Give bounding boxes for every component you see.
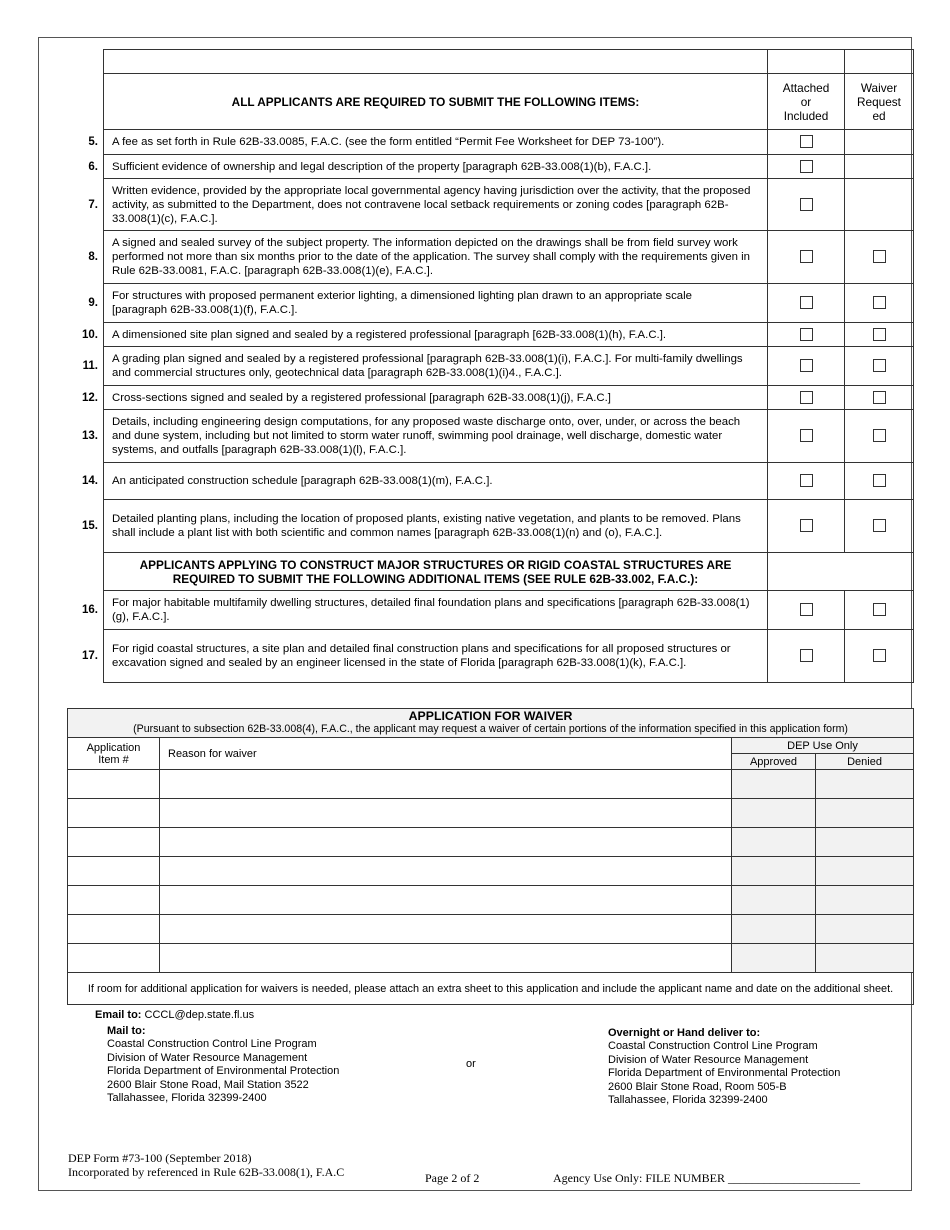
address-line: Florida Department of Environmental Protection	[608, 1067, 841, 1080]
item-text: A fee as set forth in Rule 62B-33.0085, F.A.C. (see the form entitled “Permit Fee Worksheet for DEP 73-100”).	[112, 136, 665, 148]
item-text: A grading plan signed and sealed by a registered professional [paragraph 62B-33.008(1)(i), F.A.C.]. For multi-family dwellings and commercial structures only, geotechnical data [paragraph 62B-33.008(1)(i)4., F.A.C.].	[112, 353, 743, 379]
reason-header: Reason for waiver	[160, 738, 732, 770]
form-id: DEP Form #73-100 (September 2018)	[68, 1151, 252, 1165]
waiver-entry-row	[68, 770, 914, 799]
requirement-row-13	[104, 410, 914, 463]
address-line: Tallahassee, Florida 32399-2400	[107, 1092, 267, 1105]
item-number: 17.	[82, 650, 98, 662]
waiver-checkbox[interactable]	[873, 391, 886, 404]
email-line	[95, 1009, 254, 1021]
waiver-checkbox[interactable]	[873, 296, 886, 309]
attached-checkbox[interactable]	[800, 519, 813, 532]
waiver-checkbox[interactable]	[873, 519, 886, 532]
attached-checkbox[interactable]	[800, 296, 813, 309]
page-number: Page 2 of 2	[425, 1171, 480, 1185]
blank-header-row	[104, 50, 914, 74]
attached-checkbox[interactable]	[800, 328, 813, 341]
item-number: 14.	[82, 475, 98, 487]
reason-input[interactable]	[160, 770, 731, 798]
attached-checkbox[interactable]	[800, 198, 813, 211]
waiver-checkbox[interactable]	[873, 474, 886, 487]
or-separator: or	[466, 1058, 476, 1070]
item-number: 16.	[82, 604, 98, 616]
item-number: 10.	[82, 328, 98, 341]
hand-delivery-address-block	[608, 1027, 840, 1107]
email-label: Email to:	[95, 1009, 142, 1021]
denied-cell	[816, 799, 914, 828]
application-item-header: Application Item #	[68, 738, 160, 770]
address-line: 2600 Blair Stone Road, Mail Station 3522	[107, 1078, 309, 1091]
waiver-checkbox[interactable]	[873, 649, 886, 662]
item-number-input[interactable]	[68, 857, 159, 885]
denied-cell	[816, 944, 914, 973]
waiver-entry-row	[68, 857, 914, 886]
item-number: 13.	[82, 430, 98, 442]
item-text: An anticipated construction schedule [paragraph 62B-33.008(1)(m), F.A.C.].	[112, 475, 493, 487]
major-structures-section-row	[104, 553, 914, 591]
waiver-checkbox[interactable]	[873, 328, 886, 341]
denied-cell	[816, 886, 914, 915]
attached-checkbox[interactable]	[800, 603, 813, 616]
requirement-row-14	[104, 463, 914, 500]
requirement-row-16	[104, 591, 914, 630]
address-line: Coastal Construction Control Line Program	[107, 1038, 317, 1051]
waiver-entry-row	[68, 828, 914, 857]
item-number-input[interactable]	[68, 828, 159, 856]
email-address[interactable]: CCCL@dep.state.fl.us	[144, 1009, 255, 1021]
reason-input[interactable]	[160, 915, 731, 943]
item-number: 5.	[88, 136, 98, 148]
item-number: 8.	[88, 251, 98, 263]
requirements-heading: ALL APPLICANTS ARE REQUIRED TO SUBMIT THE FOLLOWING ITEMS:	[104, 74, 768, 130]
denied-cell	[816, 857, 914, 886]
approved-cell	[732, 857, 816, 886]
attached-checkbox[interactable]	[800, 649, 813, 662]
address-line: Tallahassee, Florida 32399-2400	[608, 1094, 768, 1107]
attached-checkbox[interactable]	[800, 250, 813, 263]
address-line: Division of Water Resource Management	[107, 1051, 308, 1064]
item-number: 7.	[88, 198, 98, 211]
item-text: A dimensioned site plan signed and sealed by a registered professional [paragraph [62B-33.008(1)(h), F.A.C.].	[112, 328, 667, 341]
item-number: 11.	[82, 360, 98, 372]
item-text: For structures with proposed permanent exterior lighting, a dimensioned lighting plan drawn to an appropriate scale [paragraph 62B-33.008(1)(f), F.A.C.].	[112, 290, 692, 316]
requirement-row-6	[104, 155, 914, 179]
attached-checkbox[interactable]	[800, 160, 813, 173]
mail-heading: Mail to:	[107, 1025, 146, 1037]
item-text: For rigid coastal structures, a site plan and detailed final construction plans and specifications for all proposed structures or excavation signed and sealed by an engineer licensed in the state of Florida [paragraph 62B-33.008(1)(k), F.A.C.].	[112, 643, 731, 669]
hand-delivery-heading: Overnight or Hand deliver to:	[608, 1027, 761, 1039]
requirement-row-7	[104, 179, 914, 231]
item-text: Cross-sections signed and sealed by a registered professional [paragraph 62B-33.008(1)(j), F.A.C.]	[112, 391, 611, 404]
attached-checkbox[interactable]	[800, 391, 813, 404]
item-number: 6.	[88, 160, 98, 173]
waiver-entry-row	[68, 799, 914, 828]
item-number: 12.	[82, 391, 98, 404]
waiver-title: APPLICATION FOR WAIVER	[408, 709, 573, 723]
item-number: 9.	[88, 297, 98, 309]
waiver-entry-row	[68, 886, 914, 915]
item-text: Sufficient evidence of ownership and legal description of the property [paragraph 62B-33.008(1)(b), F.A.C.].	[112, 160, 652, 173]
item-number: 15.	[82, 520, 98, 532]
reason-input[interactable]	[160, 944, 731, 972]
requirement-row-12	[104, 386, 914, 410]
reason-input[interactable]	[160, 828, 731, 856]
requirement-row-9	[104, 284, 914, 323]
denied-cell	[816, 915, 914, 944]
reason-input[interactable]	[160, 886, 731, 914]
requirement-row-11	[104, 347, 914, 386]
requirement-row-17	[104, 630, 914, 683]
item-number-input[interactable]	[68, 886, 159, 914]
item-text: Written evidence, provided by the appropriate local governmental agency having jurisdiction over the activity, that the proposed activity, as submitted to the Department, does not contravene local setback requirements or zoning codes [paragraph 62B-33.008(1)(c), F.A.C.].	[112, 184, 751, 225]
item-text: Details, including engineering design computations, for any proposed waste discharge onto, over, under, or across the beach and dune system, including but not limited to storm water runoff, swimming pool drainage, well discharge, domestic water systems, and outfalls [paragraph 62B-33.008(1)(l), F.A.C.].	[112, 416, 741, 456]
approved-cell	[732, 799, 816, 828]
approved-cell	[732, 915, 816, 944]
item-number-input[interactable]	[68, 799, 159, 827]
waiver-checkbox[interactable]	[873, 359, 886, 372]
requirement-row-8	[104, 231, 914, 284]
approved-header: Approved	[732, 754, 816, 770]
requirement-row-10	[104, 323, 914, 347]
waiver-checkbox[interactable]	[873, 429, 886, 442]
attached-checkbox[interactable]	[800, 429, 813, 442]
incorporated-rule: Incorporated by referenced in Rule 62B-33.008(1), F.A.C	[68, 1165, 345, 1179]
item-number-input[interactable]	[68, 915, 159, 943]
waiver-checkbox[interactable]	[873, 603, 886, 616]
reason-input[interactable]	[160, 857, 731, 885]
waiver-checkbox[interactable]	[873, 250, 886, 263]
attached-checkbox[interactable]	[800, 359, 813, 372]
denied-header: Denied	[816, 754, 914, 770]
requirement-row-5	[104, 130, 914, 155]
waiver-cell-empty	[845, 155, 914, 179]
waiver-table	[67, 708, 914, 1005]
approved-cell	[732, 944, 816, 973]
form-identifier	[68, 1151, 344, 1179]
item-number-input[interactable]	[68, 944, 159, 972]
address-line: Division of Water Resource Management	[608, 1053, 809, 1066]
major-structures-heading: APPLICANTS APPLYING TO CONSTRUCT MAJOR STRUCTURES OR RIGID COASTAL STRUCTURES ARE REQUIRED TO SUBMIT THE FOLLOWING ADDITIONAL ITEMS (SEE RULE 62B-33.002, F.A.C.):	[104, 553, 768, 591]
waiver-column-header: Waiver Request ed	[845, 74, 914, 130]
attached-checkbox[interactable]	[800, 135, 813, 148]
approved-cell	[732, 828, 816, 857]
item-text: Detailed planting plans, including the location of proposed plants, existing native vegetation, and plants to be removed. Plans shall include a plant list with both scientific and common names [paragraph 62B-33.008(1)(n) and (o), F.A.C.].	[112, 513, 741, 539]
column-header-row	[104, 74, 914, 130]
waiver-subtitle: (Pursuant to subsection 62B-33.008(4), F.A.C., the applicant may request a waiver of certain portions of the information specified in this application form)	[133, 723, 848, 735]
waiver-title-block	[68, 709, 914, 738]
waiver-entry-row	[68, 944, 914, 973]
address-line: Florida Department of Environmental Protection	[107, 1065, 340, 1078]
address-line: 2600 Blair Stone Road, Room 505-B	[608, 1080, 787, 1093]
requirement-row-15	[104, 500, 914, 553]
item-text: A signed and sealed survey of the subject property. The information depicted on the drawings shall be from field survey work performed not more than six months prior to the date of the application. The survey shall comply with the requirements given in Rule 62B-33.0081, F.A.C. [paragraph 62B-33.008(1)(e), F.A.C.].	[112, 237, 750, 277]
mail-address-block	[107, 1025, 339, 1105]
waiver-entry-row	[68, 915, 914, 944]
approved-cell	[732, 770, 816, 799]
dep-use-only-header: DEP Use Only	[732, 738, 914, 754]
address-line: Coastal Construction Control Line Program	[608, 1040, 818, 1053]
item-number-input[interactable]	[68, 770, 159, 798]
agency-file-number: Agency Use Only: FILE NUMBER ______________________	[553, 1171, 860, 1185]
approved-cell	[732, 886, 816, 915]
denied-cell	[816, 770, 914, 799]
additional-waiver-note: If room for additional application for waivers is needed, please attach an extra sheet to this application and include the applicant name and date on the additional sheet.	[68, 973, 914, 1005]
attached-checkbox[interactable]	[800, 474, 813, 487]
waiver-cell-empty	[845, 179, 914, 231]
denied-cell	[816, 828, 914, 857]
reason-input[interactable]	[160, 799, 731, 827]
attached-column-header: Attached or Included	[768, 74, 845, 130]
requirements-table	[82, 49, 914, 683]
waiver-cell-empty	[845, 130, 914, 155]
item-text: For major habitable multifamily dwelling structures, detailed final foundation plans and specifications [paragraph 62B-33.008(1)(g), F.A.C.].	[112, 597, 750, 623]
